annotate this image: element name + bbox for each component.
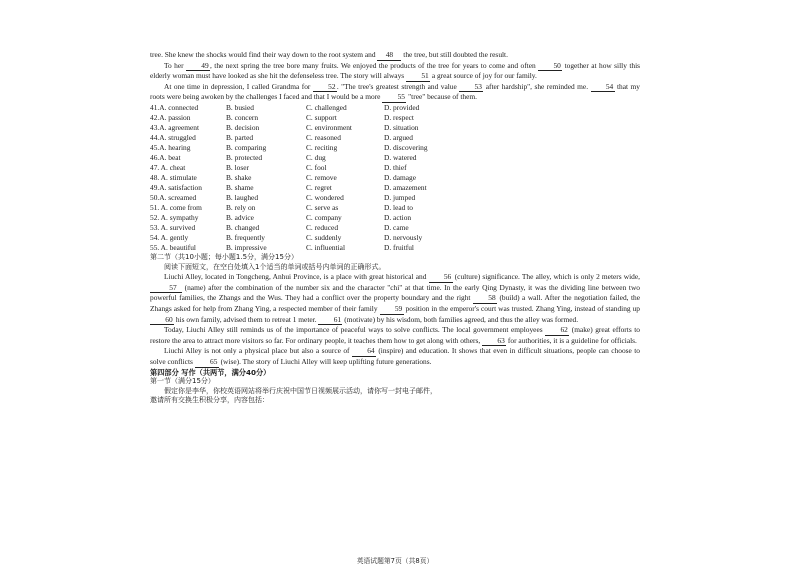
text: his own family, advised them to retreat 1 meter. [174,314,319,324]
page-footer: 英语试题第7页（共8页） [356,557,434,565]
section2-heading: 第二节（共10小题；每小题1.5分，满分15分） [150,252,298,261]
option-row [150,243,640,253]
blank-58: 58 [473,293,497,304]
option-c: C. support [306,112,337,122]
option-a: 49.A. satisfaction [150,182,202,192]
blank-60: 60 [150,315,174,326]
option-c: C. remove [306,172,337,182]
option-b: B. comparing [226,142,267,152]
option-c: C. fool [306,162,327,172]
option-c: C. suddenly [306,232,342,242]
option-b: B. advice [226,212,254,222]
option-a: 44.A. struggled [150,132,196,142]
blank-49: 49 [186,61,210,72]
text: the tree, but still doubted the result. [401,50,508,59]
blank-62: 62 [545,325,569,336]
option-b: B. concern [226,112,259,122]
option-a: 55. A. beautiful [150,242,196,252]
grammar-paragraph-1 [150,272,640,325]
option-b: B. decision [226,122,260,132]
option-b: B. shame [226,182,254,192]
option-a: 47. A. cheat [150,162,186,172]
options-table [150,103,640,253]
option-row [150,113,640,123]
option-d: D. jumped [384,192,416,202]
option-d: D. argued [384,132,414,142]
option-d: D. discovering [384,142,428,152]
option-row [150,103,640,113]
option-c: C. dug [306,152,326,162]
option-c: C. reasoned [306,132,341,142]
blank-51: 51 [406,71,430,82]
blank-56: 56 [429,272,453,283]
option-a: 45.A. hearing [150,142,191,152]
option-row [150,183,640,193]
writing-task-line-1: 假定你是李华，你校英语网站将举行庆祝中国节日视频展示活动，请你写一封电子邮件， [164,386,437,395]
text: . "The tree's greatest strength and value [336,81,460,91]
passage-paragraph-1 [150,61,640,82]
option-d: D. provided [384,102,420,112]
option-c: C. reciting [306,142,338,152]
text: that my roots were being awoken by the challenges I faced and that I would be a more [150,81,640,102]
passage-paragraph-0 [150,50,640,61]
option-row [150,173,640,183]
option-c: C. serve as [306,202,339,212]
option-b: B. laughed [226,192,259,202]
text: To her [164,60,186,70]
option-b: B. protected [226,152,263,162]
text: together at how silly this elderly woman must have looked as she hit the defenseless tree. The story will always [150,60,640,81]
section2-instruction: 阅读下面短文，在空白处填入1个适当的单词或括号内单词的正确形式。 [164,262,386,271]
option-a: 43.A. agreement [150,122,200,132]
option-b: B. busied [226,102,254,112]
text: (wise). The story of Liuchi Alley will keep uplifting future generations. [218,356,432,366]
grammar-paragraph-2 [150,325,640,346]
text: (culture) significance. The alley, which is only 2 meters wide, [452,272,641,282]
option-d: D. respect [384,112,414,122]
option-d: D. nervously [384,232,423,242]
blank-65: 65 [195,357,219,368]
option-b: B. parted [226,132,254,142]
option-row [150,133,640,143]
text: tree. She knew the shocks would find their way down to the root system and [150,50,378,59]
text: position in the emperor's court was trusted. Zhang Ying, instead of standing up [403,303,640,313]
option-c: C. environment [306,122,352,132]
option-b: B. frequently [226,232,265,242]
blank-54: 54 [591,82,615,93]
blank-61: 61 [318,315,342,326]
blank-52: 52 [313,82,337,93]
option-d: D. came [384,222,409,232]
option-b: B. changed [226,222,260,232]
blank-53: 53 [459,82,483,93]
option-c: C. company [306,212,342,222]
blank-48: 48 [377,50,401,61]
option-c: C. challenged [306,102,347,112]
option-row [150,163,640,173]
option-d: D. lead to [384,202,413,212]
text: after hardship", she reminded me. [483,81,591,91]
blank-50: 50 [538,61,562,72]
blank-55: 55 [382,92,406,103]
text: "tree" because of them. [406,92,477,102]
option-b: B. shake [226,172,252,182]
passage-paragraph-2 [150,82,640,103]
option-row [150,193,640,203]
option-row [150,123,640,133]
option-d: D. situation [384,122,419,132]
text: (name) after the combination of the number six and the character "chi" at that time. In the early Qing Dynasty, it was the dividing line between two powerful families, the Zhangs and the Wus. They had a conflict over the property boundary and the right [150,282,640,303]
option-row [150,223,640,233]
option-a: 53. A. survived [150,222,196,232]
text: (motivate) by his wisdom, both families agreed, and thus the alley was formed. [342,314,579,324]
blank-63: 63 [482,336,506,347]
option-c: C. regret [306,182,332,192]
option-b: B. loser [226,162,249,172]
blank-59: 59 [380,304,404,315]
option-row [150,213,640,223]
option-d: D. fruitful [384,242,414,252]
exam-page [150,50,641,565]
blank-64: 64 [352,346,376,357]
option-c: C. wondered [306,192,344,202]
option-row [150,143,640,153]
blank-57: 57 [150,283,182,294]
option-c: C. reduced [306,222,339,232]
part4-subheading: 第一节（满分15分） [150,377,215,386]
text: Liuchi Alley is not only a physical place but also a source of [164,346,352,356]
option-d: D. watered [384,152,417,162]
option-row [150,203,640,213]
option-row [150,153,640,163]
option-row [150,233,640,243]
part4-heading: 第四部分 写作（共两节，满分40分） [150,367,271,377]
option-d: D. amazement [384,182,427,192]
writing-task-line-2: 邀请所有交换生积极分享，内容包括： [150,396,269,405]
text: At one time in depression, I called Grandma for [164,81,313,91]
option-a: 50.A. screamed [150,192,197,202]
text: for authorities, it is a guideline for officials. [506,335,637,345]
text: (make) great efforts to restore the area to attract more visitors so far. For ordinary people, it teaches them how to get along with others, [150,325,641,345]
text: (build) a wall. After the negotiation failed, the Zhangs asked for help from Zhang Ying, a respected member of their family [150,293,641,313]
option-b: B. rely on [226,202,256,212]
option-a: 52. A. sympathy [150,212,199,222]
option-a: 48. A. stimulate [150,172,197,182]
text: Liuchi Alley, located in Tongcheng, Anhui Province, is a place with great historical and [164,272,429,282]
option-d: D. damage [384,172,417,182]
grammar-paragraph-3 [150,346,640,367]
text: a great source of joy for our family. [430,71,537,81]
option-c: C. influential [306,242,345,252]
option-a: 41.A. connected [150,102,199,112]
option-a: 42.A. passion [150,112,191,122]
option-d: D. action [384,212,412,222]
text: (inspire) and education. It shows that even in difficult situations, people can choose to solve conflicts [150,346,640,366]
text: Today, Liuchi Alley still reminds us of the importance of peaceful ways to solve conflicts. The local government employees [164,325,546,335]
text: , the next spring the tree bore many fruits. We enjoyed the products of the tree for years to come and often [210,60,539,70]
option-b: B. impressive [226,242,267,252]
option-d: D. thief [384,162,407,172]
option-a: 46.A. beat [150,152,181,162]
option-a: 51. A. come from [150,202,202,212]
option-a: 54. A. gently [150,232,189,242]
